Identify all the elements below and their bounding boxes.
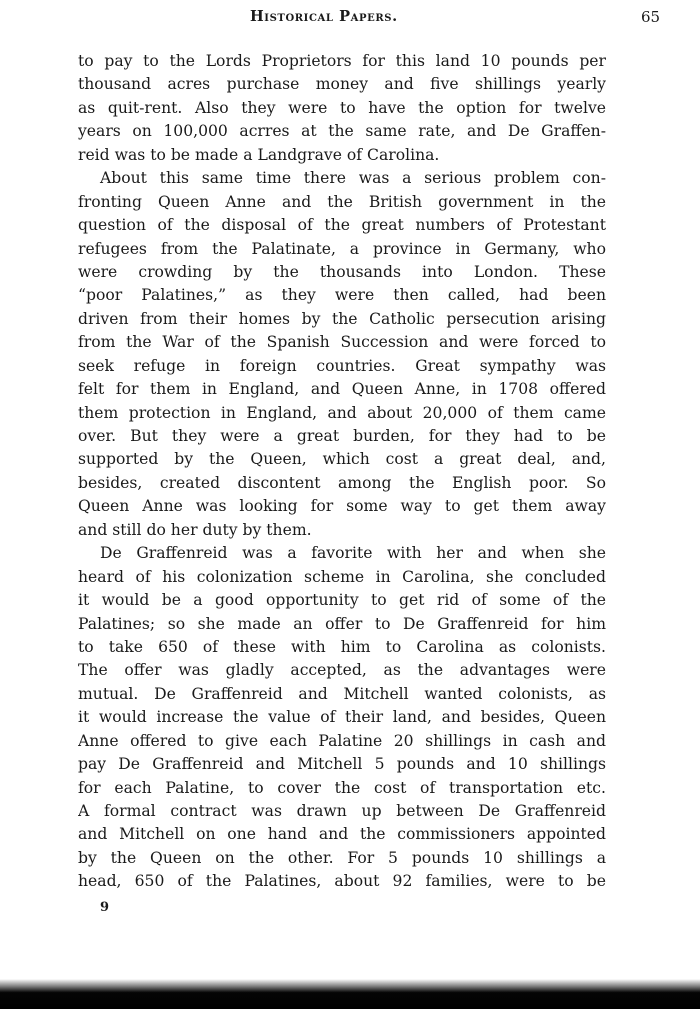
paragraph xyxy=(78,167,606,542)
paragraph xyxy=(78,50,606,167)
text-line: supported by the Queen, which cost a great deal, and, xyxy=(78,450,606,469)
text-line: question of the disposal of the great numbers of Protestant xyxy=(78,216,606,235)
text-line: thousand acres purchase money and five shillings yearly xyxy=(78,75,606,94)
running-head: Historical Papers. xyxy=(250,8,398,25)
text-line: and still do her duty by them. xyxy=(78,520,312,539)
text-line: refugees from the Palatinate, a province in Germany, who xyxy=(78,239,606,258)
text-line: to take 650 of these with him to Carolina as colonists. xyxy=(78,637,606,656)
text-line: it would increase the value of their land, and besides, Queen xyxy=(78,708,606,727)
text-line: besides, created discontent among the English poor. So xyxy=(78,473,606,492)
text-line: mutual. De Graffenreid and Mitchell wanted colonists, as xyxy=(78,684,606,703)
text-line: heard of his colonization scheme in Carolina, she concluded xyxy=(78,567,606,586)
text-line: were crowding by the thousands into London. These xyxy=(78,262,606,281)
text-line: for each Palatine, to cover the cost of transportation etc. xyxy=(78,778,606,797)
text-line: over. But they were a great burden, for they had to be xyxy=(78,427,606,445)
body-text xyxy=(78,50,606,894)
text-line: driven from their homes by the Catholic persecution arising xyxy=(78,309,606,328)
signature-mark: 9 xyxy=(100,900,110,915)
page-number: 65 xyxy=(641,8,661,26)
text-line: “poor Palatines,” as they were then called, had been xyxy=(78,286,606,305)
scan-edge-band xyxy=(0,979,700,1009)
text-line: by the Queen on the other. For 5 pounds 10 shillings a xyxy=(78,848,606,867)
text-line: to pay to the Lords Proprietors for this land 10 pounds per xyxy=(78,52,606,70)
text-line: years on 100,000 acrres at the same rate, and De Graffen- xyxy=(78,122,606,141)
text-line: from the War of the Spanish Succession and were forced to xyxy=(78,333,606,352)
text-line: pay De Graffenreid and Mitchell 5 pounds and 10 shillings xyxy=(78,755,606,774)
paragraph xyxy=(78,542,606,894)
text-line: and Mitchell on one hand and the commissioners appointed xyxy=(78,825,606,844)
text-line: Palatines; so she made an offer to De Graffenreid for him xyxy=(78,614,606,633)
text-line: A formal contract was drawn up between De Graffenreid xyxy=(78,802,606,820)
text-line: About this same time there was a serious problem con- xyxy=(100,169,606,188)
text-line: The offer was gladly accepted, as the advantages were xyxy=(78,661,606,680)
text-line: reid was to be made a Landgrave of Carolina. xyxy=(78,145,440,164)
text-line: it would be a good opportunity to get rid of some of the xyxy=(78,591,606,610)
page-header xyxy=(0,6,700,28)
text-line: seek refuge in foreign countries. Great sympathy was xyxy=(78,356,606,375)
text-line: as quit-rent. Also they were to have the option for twelve xyxy=(78,98,606,117)
text-line: fronting Queen Anne and the British government in the xyxy=(78,192,606,211)
text-line: felt for them in England, and Queen Anne, in 1708 offered xyxy=(78,380,606,399)
text-line: De Graffenreid was a favorite with her and when she xyxy=(100,544,606,563)
text-line: Queen Anne was looking for some way to get them away xyxy=(78,497,606,516)
text-line: them protection in England, and about 20,000 of them came xyxy=(78,403,606,422)
text-line: head, 650 of the Palatines, about 92 families, were to be xyxy=(78,872,606,891)
text-line: Anne offered to give each Palatine 20 shillings in cash and xyxy=(78,731,606,750)
